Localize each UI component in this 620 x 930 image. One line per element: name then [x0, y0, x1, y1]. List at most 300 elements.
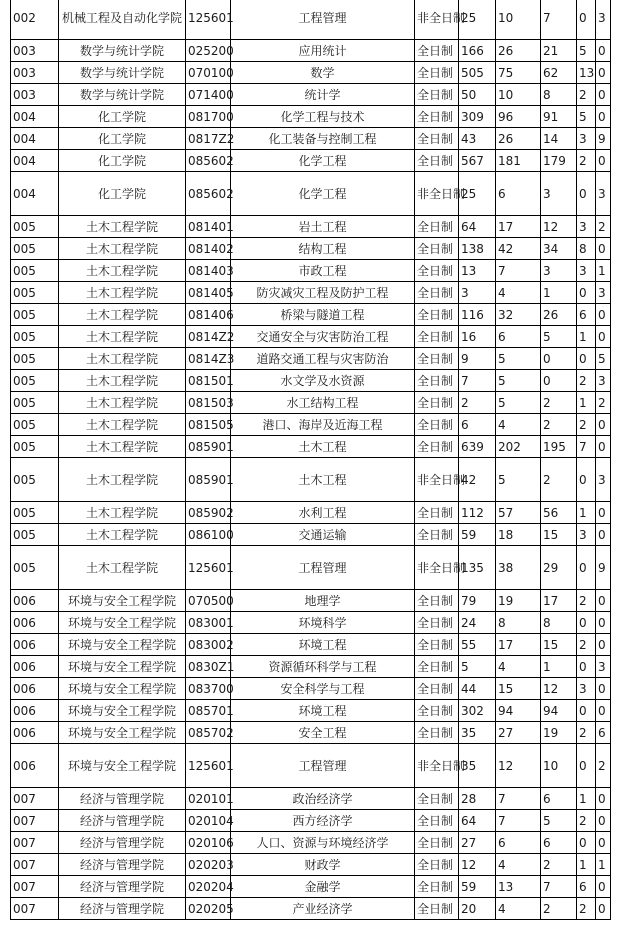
- college-code-cell: 005: [11, 348, 59, 370]
- value-cell-4: 2: [577, 898, 596, 920]
- major-name-cell: 西方经济学: [231, 810, 415, 832]
- value-cell-2: 5: [496, 370, 541, 392]
- value-cell-4: 0: [577, 744, 596, 788]
- value-cell-2: 5: [496, 348, 541, 370]
- major-name-cell: 应用统计: [231, 40, 415, 62]
- study-mode-cell: 全日制: [415, 810, 459, 832]
- value-cell-3: 14: [541, 128, 577, 150]
- college-code-cell: 006: [11, 722, 59, 744]
- college-code-cell: 005: [11, 326, 59, 348]
- value-cell-1: 7: [459, 370, 496, 392]
- college-name-cell: 环境与安全工程学院: [59, 656, 186, 678]
- value-cell-3: 179: [541, 150, 577, 172]
- major-name-cell: 资源循环科学与工程: [231, 656, 415, 678]
- value-cell-3: 6: [541, 832, 577, 854]
- major-name-cell: 道路交通工程与灾害防治: [231, 348, 415, 370]
- major-code-cell: 085702: [186, 722, 231, 744]
- value-cell-2: 5: [496, 458, 541, 502]
- college-name-cell: 化工学院: [59, 106, 186, 128]
- college-code-cell: 006: [11, 744, 59, 788]
- college-name-cell: 数学与统计学院: [59, 40, 186, 62]
- value-cell-5: 0: [596, 788, 611, 810]
- value-cell-1: 55: [459, 634, 496, 656]
- value-cell-1: 138: [459, 238, 496, 260]
- value-cell-3: 2: [541, 854, 577, 876]
- value-cell-3: 3: [541, 172, 577, 216]
- college-code-cell: 004: [11, 106, 59, 128]
- value-cell-5: 0: [596, 326, 611, 348]
- college-name-cell: 土木工程学院: [59, 392, 186, 414]
- study-mode-cell: 全日制: [415, 40, 459, 62]
- college-name-cell: 化工学院: [59, 128, 186, 150]
- value-cell-5: 2: [596, 216, 611, 238]
- value-cell-4: 1: [577, 502, 596, 524]
- table-row: [11, 326, 611, 348]
- major-code-cell: 125601: [186, 546, 231, 590]
- major-code-cell: 020204: [186, 876, 231, 898]
- value-cell-2: 94: [496, 700, 541, 722]
- college-name-cell: 土木工程学院: [59, 282, 186, 304]
- major-code-cell: 081501: [186, 370, 231, 392]
- value-cell-3: 7: [541, 876, 577, 898]
- value-cell-3: 91: [541, 106, 577, 128]
- college-name-cell: 土木工程学院: [59, 238, 186, 260]
- value-cell-4: 0: [577, 458, 596, 502]
- college-code-cell: 003: [11, 62, 59, 84]
- value-cell-4: 2: [577, 370, 596, 392]
- major-code-cell: 0814Z3: [186, 348, 231, 370]
- major-name-cell: 工程管理: [231, 0, 415, 40]
- major-code-cell: 071400: [186, 84, 231, 106]
- major-code-cell: 020101: [186, 788, 231, 810]
- college-name-cell: 经济与管理学院: [59, 788, 186, 810]
- major-name-cell: 化工装备与控制工程: [231, 128, 415, 150]
- value-cell-3: 2: [541, 898, 577, 920]
- table-row: [11, 282, 611, 304]
- major-code-cell: 083002: [186, 634, 231, 656]
- major-name-cell: 财政学: [231, 854, 415, 876]
- college-name-cell: 经济与管理学院: [59, 810, 186, 832]
- value-cell-5: 3: [596, 172, 611, 216]
- major-code-cell: 020104: [186, 810, 231, 832]
- college-name-cell: 机械工程及自动化学院: [59, 0, 186, 40]
- value-cell-3: 94: [541, 700, 577, 722]
- study-mode-cell: 全日制: [415, 524, 459, 546]
- value-cell-3: 1: [541, 282, 577, 304]
- value-cell-4: 1: [577, 392, 596, 414]
- value-cell-4: 3: [577, 260, 596, 282]
- value-cell-1: 135: [459, 546, 496, 590]
- major-name-cell: 安全科学与工程: [231, 678, 415, 700]
- table-row: [11, 458, 611, 502]
- value-cell-5: 9: [596, 546, 611, 590]
- major-name-cell: 交通运输: [231, 524, 415, 546]
- value-cell-2: 17: [496, 216, 541, 238]
- study-mode-cell: 非全日制: [415, 744, 459, 788]
- value-cell-1: 59: [459, 876, 496, 898]
- value-cell-2: 17: [496, 634, 541, 656]
- study-mode-cell: 非全日制: [415, 546, 459, 590]
- table-row: [11, 700, 611, 722]
- value-cell-3: 62: [541, 62, 577, 84]
- value-cell-4: 2: [577, 722, 596, 744]
- major-name-cell: 统计学: [231, 84, 415, 106]
- college-code-cell: 002: [11, 0, 59, 40]
- college-code-cell: 005: [11, 524, 59, 546]
- study-mode-cell: 非全日制: [415, 0, 459, 40]
- value-cell-3: 8: [541, 612, 577, 634]
- value-cell-2: 10: [496, 84, 541, 106]
- college-name-cell: 化工学院: [59, 150, 186, 172]
- value-cell-5: 0: [596, 150, 611, 172]
- study-mode-cell: 非全日制: [415, 458, 459, 502]
- major-code-cell: 081401: [186, 216, 231, 238]
- college-name-cell: 土木工程学院: [59, 304, 186, 326]
- value-cell-2: 75: [496, 62, 541, 84]
- major-code-cell: 081700: [186, 106, 231, 128]
- value-cell-2: 26: [496, 40, 541, 62]
- value-cell-3: 17: [541, 590, 577, 612]
- value-cell-3: 0: [541, 348, 577, 370]
- table-row: [11, 612, 611, 634]
- study-mode-cell: 全日制: [415, 436, 459, 458]
- value-cell-5: 0: [596, 876, 611, 898]
- value-cell-3: 10: [541, 744, 577, 788]
- value-cell-1: 35: [459, 744, 496, 788]
- college-code-cell: 004: [11, 128, 59, 150]
- table-row: [11, 634, 611, 656]
- table-row: [11, 810, 611, 832]
- major-code-cell: 081402: [186, 238, 231, 260]
- major-code-cell: 020205: [186, 898, 231, 920]
- value-cell-3: 0: [541, 370, 577, 392]
- major-code-cell: 085602: [186, 172, 231, 216]
- value-cell-1: 6: [459, 414, 496, 436]
- major-name-cell: 化学工程与技术: [231, 106, 415, 128]
- table-row: [11, 84, 611, 106]
- major-name-cell: 金融学: [231, 876, 415, 898]
- value-cell-4: 0: [577, 612, 596, 634]
- study-mode-cell: 全日制: [415, 326, 459, 348]
- college-code-cell: 005: [11, 238, 59, 260]
- value-cell-1: 28: [459, 788, 496, 810]
- major-code-cell: 020106: [186, 832, 231, 854]
- study-mode-cell: 全日制: [415, 832, 459, 854]
- value-cell-1: 309: [459, 106, 496, 128]
- value-cell-1: 25: [459, 0, 496, 40]
- value-cell-4: 2: [577, 634, 596, 656]
- table-row: [11, 150, 611, 172]
- value-cell-5: 0: [596, 634, 611, 656]
- college-name-cell: 土木工程学院: [59, 414, 186, 436]
- value-cell-2: 4: [496, 414, 541, 436]
- value-cell-2: 5: [496, 392, 541, 414]
- value-cell-5: 0: [596, 898, 611, 920]
- value-cell-2: 96: [496, 106, 541, 128]
- value-cell-1: 35: [459, 722, 496, 744]
- major-code-cell: 083001: [186, 612, 231, 634]
- value-cell-2: 42: [496, 238, 541, 260]
- value-cell-1: 116: [459, 304, 496, 326]
- table-row: [11, 216, 611, 238]
- college-code-cell: 007: [11, 788, 59, 810]
- major-code-cell: 125601: [186, 0, 231, 40]
- value-cell-1: 2: [459, 392, 496, 414]
- value-cell-2: 4: [496, 854, 541, 876]
- value-cell-1: 9: [459, 348, 496, 370]
- value-cell-5: 3: [596, 656, 611, 678]
- major-name-cell: 桥梁与隧道工程: [231, 304, 415, 326]
- value-cell-3: 15: [541, 634, 577, 656]
- value-cell-1: 50: [459, 84, 496, 106]
- value-cell-4: 3: [577, 678, 596, 700]
- college-name-cell: 环境与安全工程学院: [59, 612, 186, 634]
- college-code-cell: 005: [11, 436, 59, 458]
- study-mode-cell: 全日制: [415, 84, 459, 106]
- value-cell-3: 2: [541, 458, 577, 502]
- study-mode-cell: 全日制: [415, 62, 459, 84]
- value-cell-4: 8: [577, 238, 596, 260]
- value-cell-5: 3: [596, 0, 611, 40]
- value-cell-2: 18: [496, 524, 541, 546]
- major-name-cell: 工程管理: [231, 744, 415, 788]
- value-cell-2: 7: [496, 810, 541, 832]
- college-code-cell: 005: [11, 392, 59, 414]
- value-cell-3: 29: [541, 546, 577, 590]
- study-mode-cell: 非全日制: [415, 172, 459, 216]
- value-cell-5: 0: [596, 524, 611, 546]
- major-code-cell: 086100: [186, 524, 231, 546]
- value-cell-5: 0: [596, 436, 611, 458]
- value-cell-3: 2: [541, 414, 577, 436]
- table-row: [11, 590, 611, 612]
- value-cell-5: 0: [596, 612, 611, 634]
- major-code-cell: 081505: [186, 414, 231, 436]
- value-cell-2: 57: [496, 502, 541, 524]
- college-code-cell: 006: [11, 656, 59, 678]
- study-mode-cell: 全日制: [415, 854, 459, 876]
- value-cell-4: 6: [577, 876, 596, 898]
- table-row: [11, 788, 611, 810]
- study-mode-cell: 全日制: [415, 876, 459, 898]
- table-row: [11, 656, 611, 678]
- college-name-cell: 环境与安全工程学院: [59, 634, 186, 656]
- college-name-cell: 土木工程学院: [59, 326, 186, 348]
- value-cell-2: 7: [496, 788, 541, 810]
- major-name-cell: 数学: [231, 62, 415, 84]
- value-cell-1: 567: [459, 150, 496, 172]
- table-row: [11, 260, 611, 282]
- value-cell-1: 59: [459, 524, 496, 546]
- value-cell-5: 2: [596, 392, 611, 414]
- college-name-cell: 土木工程学院: [59, 436, 186, 458]
- value-cell-2: 15: [496, 678, 541, 700]
- major-name-cell: 人口、资源与环境经济学: [231, 832, 415, 854]
- college-code-cell: 005: [11, 216, 59, 238]
- table-row: [11, 128, 611, 150]
- value-cell-4: 13: [577, 62, 596, 84]
- college-name-cell: 数学与统计学院: [59, 84, 186, 106]
- value-cell-3: 21: [541, 40, 577, 62]
- major-name-cell: 市政工程: [231, 260, 415, 282]
- value-cell-3: 195: [541, 436, 577, 458]
- college-code-cell: 006: [11, 700, 59, 722]
- college-code-cell: 006: [11, 634, 59, 656]
- value-cell-5: 5: [596, 348, 611, 370]
- study-mode-cell: 全日制: [415, 238, 459, 260]
- study-mode-cell: 全日制: [415, 414, 459, 436]
- value-cell-4: 0: [577, 656, 596, 678]
- major-name-cell: 交通安全与灾害防治工程: [231, 326, 415, 348]
- major-name-cell: 水工结构工程: [231, 392, 415, 414]
- college-name-cell: 环境与安全工程学院: [59, 678, 186, 700]
- value-cell-1: 5: [459, 656, 496, 678]
- value-cell-4: 7: [577, 436, 596, 458]
- major-name-cell: 防灾减灾工程及防护工程: [231, 282, 415, 304]
- value-cell-2: 32: [496, 304, 541, 326]
- study-mode-cell: 全日制: [415, 898, 459, 920]
- major-code-cell: 081405: [186, 282, 231, 304]
- value-cell-4: 3: [577, 128, 596, 150]
- table-row: [11, 722, 611, 744]
- study-mode-cell: 全日制: [415, 612, 459, 634]
- college-name-cell: 经济与管理学院: [59, 832, 186, 854]
- value-cell-2: 19: [496, 590, 541, 612]
- college-code-cell: 007: [11, 854, 59, 876]
- major-code-cell: 125601: [186, 744, 231, 788]
- study-mode-cell: 全日制: [415, 392, 459, 414]
- study-mode-cell: 全日制: [415, 678, 459, 700]
- value-cell-3: 6: [541, 788, 577, 810]
- major-name-cell: 土木工程: [231, 436, 415, 458]
- college-code-cell: 006: [11, 590, 59, 612]
- study-mode-cell: 全日制: [415, 150, 459, 172]
- value-cell-3: 56: [541, 502, 577, 524]
- value-cell-3: 3: [541, 260, 577, 282]
- value-cell-4: 2: [577, 414, 596, 436]
- value-cell-4: 0: [577, 0, 596, 40]
- value-cell-2: 27: [496, 722, 541, 744]
- value-cell-5: 0: [596, 832, 611, 854]
- major-code-cell: 085602: [186, 150, 231, 172]
- major-code-cell: 085701: [186, 700, 231, 722]
- major-name-cell: 政治经济学: [231, 788, 415, 810]
- major-code-cell: 083700: [186, 678, 231, 700]
- value-cell-1: 112: [459, 502, 496, 524]
- value-cell-5: 1: [596, 854, 611, 876]
- admissions-table: [10, 0, 611, 920]
- value-cell-4: 2: [577, 84, 596, 106]
- value-cell-3: 5: [541, 326, 577, 348]
- value-cell-4: 0: [577, 282, 596, 304]
- college-name-cell: 经济与管理学院: [59, 876, 186, 898]
- college-name-cell: 土木工程学院: [59, 502, 186, 524]
- value-cell-4: 0: [577, 546, 596, 590]
- college-name-cell: 化工学院: [59, 172, 186, 216]
- college-code-cell: 005: [11, 414, 59, 436]
- college-code-cell: 006: [11, 678, 59, 700]
- table-row: [11, 436, 611, 458]
- value-cell-5: 0: [596, 40, 611, 62]
- value-cell-5: 0: [596, 238, 611, 260]
- value-cell-1: 43: [459, 128, 496, 150]
- major-name-cell: 产业经济学: [231, 898, 415, 920]
- value-cell-3: 1: [541, 656, 577, 678]
- college-name-cell: 环境与安全工程学院: [59, 744, 186, 788]
- value-cell-1: 44: [459, 678, 496, 700]
- value-cell-2: 13: [496, 876, 541, 898]
- table-row: [11, 546, 611, 590]
- major-name-cell: 工程管理: [231, 546, 415, 590]
- major-name-cell: 环境工程: [231, 700, 415, 722]
- table-row: [11, 502, 611, 524]
- value-cell-2: 10: [496, 0, 541, 40]
- table-row: [11, 0, 611, 40]
- major-code-cell: 0817Z2: [186, 128, 231, 150]
- value-cell-5: 0: [596, 700, 611, 722]
- value-cell-4: 3: [577, 524, 596, 546]
- college-name-cell: 经济与管理学院: [59, 898, 186, 920]
- major-code-cell: 085902: [186, 502, 231, 524]
- major-name-cell: 环境科学: [231, 612, 415, 634]
- major-name-cell: 岩土工程: [231, 216, 415, 238]
- major-code-cell: 070500: [186, 590, 231, 612]
- value-cell-3: 26: [541, 304, 577, 326]
- value-cell-1: 25: [459, 172, 496, 216]
- value-cell-1: 166: [459, 40, 496, 62]
- college-code-cell: 003: [11, 40, 59, 62]
- value-cell-5: 6: [596, 722, 611, 744]
- value-cell-3: 15: [541, 524, 577, 546]
- value-cell-1: 302: [459, 700, 496, 722]
- study-mode-cell: 全日制: [415, 106, 459, 128]
- value-cell-2: 12: [496, 744, 541, 788]
- major-name-cell: 安全工程: [231, 722, 415, 744]
- value-cell-5: 2: [596, 744, 611, 788]
- table-row: [11, 524, 611, 546]
- value-cell-1: 16: [459, 326, 496, 348]
- value-cell-1: 12: [459, 854, 496, 876]
- value-cell-5: 0: [596, 62, 611, 84]
- college-code-cell: 004: [11, 172, 59, 216]
- college-code-cell: 005: [11, 502, 59, 524]
- study-mode-cell: 全日制: [415, 216, 459, 238]
- college-name-cell: 土木工程学院: [59, 370, 186, 392]
- value-cell-4: 0: [577, 832, 596, 854]
- study-mode-cell: 全日制: [415, 282, 459, 304]
- college-code-cell: 005: [11, 458, 59, 502]
- major-name-cell: 化学工程: [231, 172, 415, 216]
- value-cell-3: 2: [541, 392, 577, 414]
- value-cell-5: 3: [596, 370, 611, 392]
- study-mode-cell: 全日制: [415, 260, 459, 282]
- value-cell-5: 3: [596, 458, 611, 502]
- value-cell-2: 4: [496, 898, 541, 920]
- value-cell-4: 6: [577, 304, 596, 326]
- value-cell-4: 2: [577, 150, 596, 172]
- college-name-cell: 土木工程学院: [59, 458, 186, 502]
- college-code-cell: 005: [11, 370, 59, 392]
- value-cell-4: 0: [577, 172, 596, 216]
- major-code-cell: 025200: [186, 40, 231, 62]
- value-cell-5: 0: [596, 414, 611, 436]
- value-cell-3: 34: [541, 238, 577, 260]
- major-name-cell: 港口、海岸及近海工程: [231, 414, 415, 436]
- value-cell-4: 5: [577, 106, 596, 128]
- value-cell-4: 0: [577, 348, 596, 370]
- major-code-cell: 020203: [186, 854, 231, 876]
- major-code-cell: 081503: [186, 392, 231, 414]
